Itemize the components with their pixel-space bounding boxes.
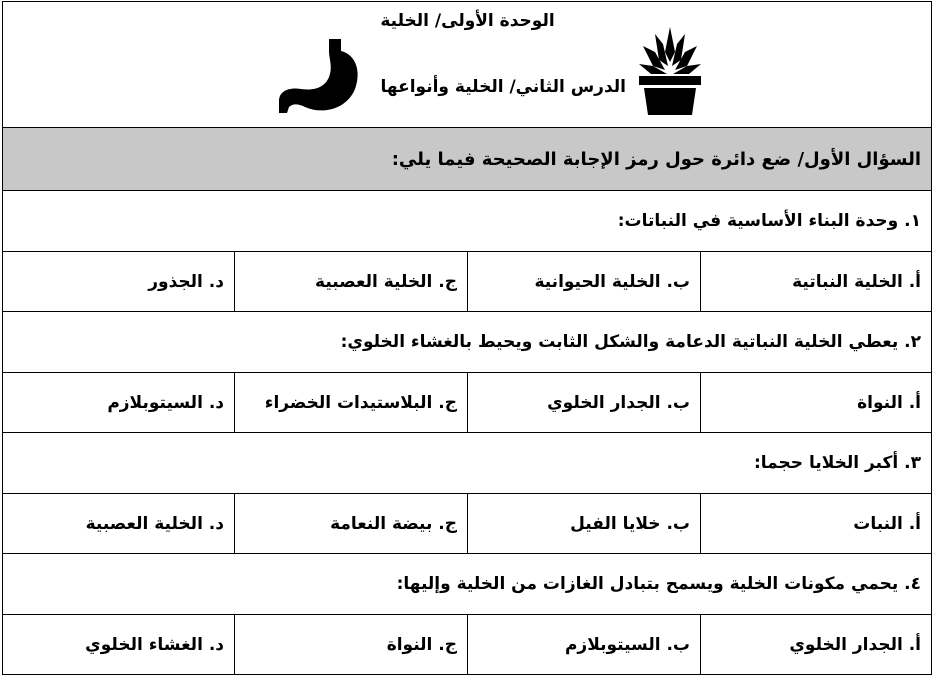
- option-c[interactable]: ج. النواة: [235, 615, 468, 675]
- option-b[interactable]: ب. الخلية الحيوانية: [468, 252, 701, 312]
- option-b[interactable]: ب. خلايا الفيل: [468, 494, 701, 554]
- option-d[interactable]: د. الخلية العصبية: [3, 494, 235, 554]
- option-c[interactable]: ج. الخلية العصبية: [235, 252, 468, 312]
- option-a[interactable]: أ. الخلية النباتية: [701, 252, 932, 312]
- option-a[interactable]: أ. النبات: [701, 494, 932, 554]
- stomach-icon: [279, 37, 361, 115]
- question-2: ٢. يعطي الخلية النباتية الدعامة والشكل الثابت ويحيط بالغشاء الخلوي:: [3, 312, 932, 373]
- option-c[interactable]: ج. البلاستيدات الخضراء: [235, 373, 468, 433]
- question-4: ٤. يحمي مكونات الخلية ويسمح بتبادل الغازات من الخلية وإليها:: [3, 554, 932, 615]
- option-a[interactable]: أ. النواة: [701, 373, 932, 433]
- instruction-text: السؤال الأول/ ضع دائرة حول رمز الإجابة الصحيحة فيما يلي:: [3, 128, 932, 191]
- worksheet-table: [2, 1, 932, 675]
- unit-title: الوحدة الأولى/ الخلية: [380, 11, 555, 31]
- option-a[interactable]: أ. الجدار الخلوي: [701, 615, 932, 675]
- option-c[interactable]: ج. بيضة النعامة: [235, 494, 468, 554]
- lesson-title: الدرس الثاني/ الخلية وأنواعها: [380, 77, 626, 97]
- question-1: ١. وحدة البناء الأساسية في النباتات:: [3, 191, 932, 252]
- option-b[interactable]: ب. السيتوبلازم: [468, 615, 701, 675]
- question-3: ٣. أكبر الخلايا حجما:: [3, 433, 932, 494]
- worksheet-header: [3, 2, 932, 128]
- option-b[interactable]: ب. الجدار الخلوي: [468, 373, 701, 433]
- plant-pot-icon: [637, 22, 703, 117]
- option-d[interactable]: د. الجذور: [3, 252, 235, 312]
- option-d[interactable]: د. السيتوبلازم: [3, 373, 235, 433]
- option-d[interactable]: د. الغشاء الخلوي: [3, 615, 235, 675]
